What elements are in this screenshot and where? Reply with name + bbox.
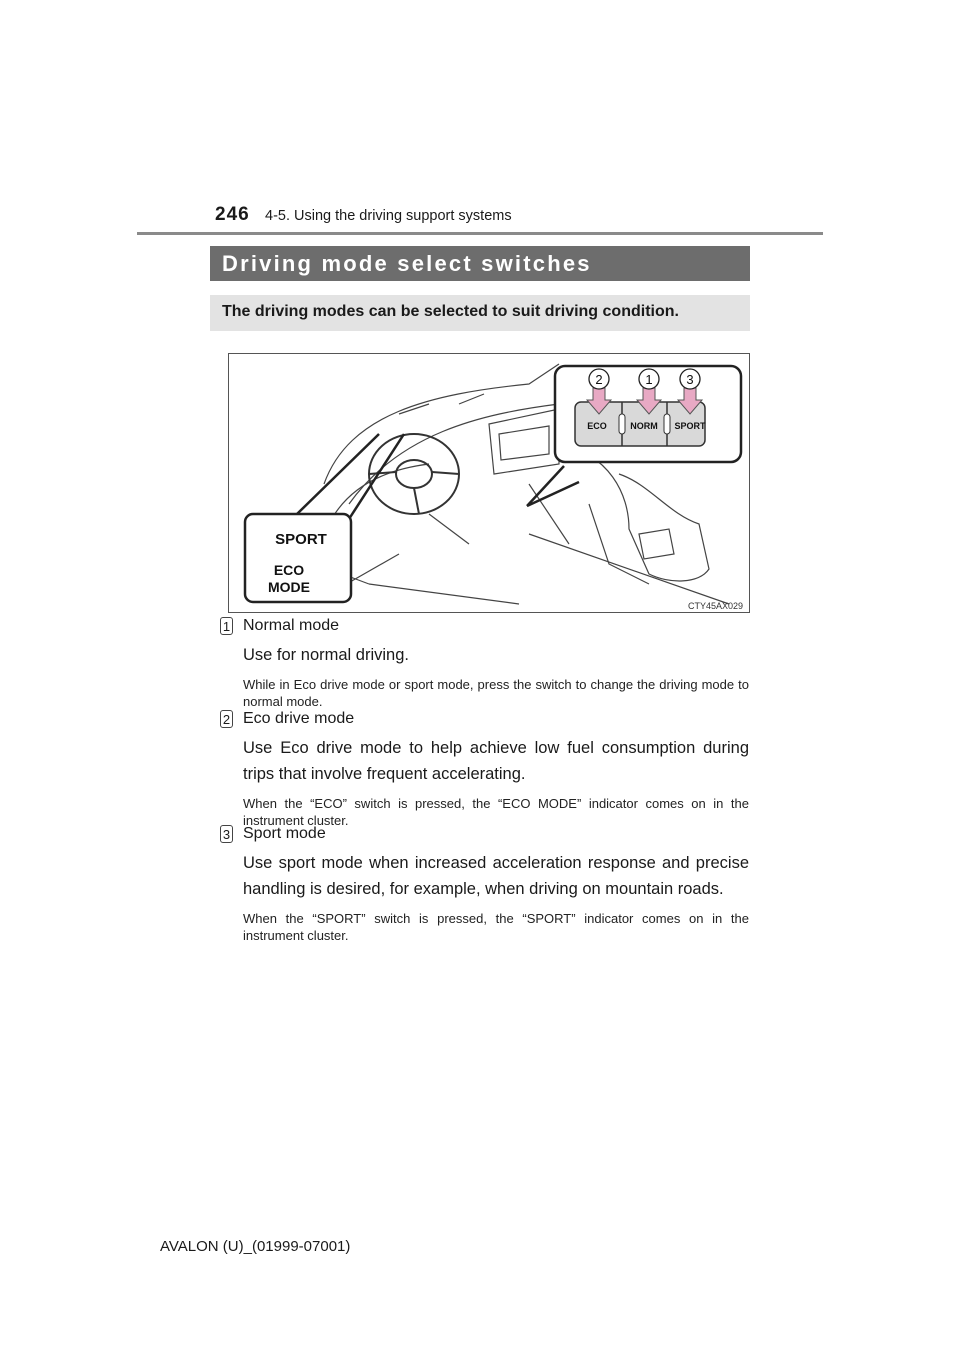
item-note: When the “SPORT” switch is pressed, the “SPORT” indicator comes on in the instrument cluster.: [243, 911, 749, 943]
switch-norm-label: NORM: [630, 421, 658, 431]
item-number-badge: 2: [220, 710, 233, 728]
lead-text: The driving modes can be selected to suit driving condition.: [222, 303, 679, 320]
item-body: Use sport mode when increased acceleration response and precise handling is desired, for example, when driving on mountain roads.: [243, 854, 749, 898]
dashboard-illustration: [228, 353, 750, 613]
item-number-badge: 3: [220, 825, 233, 843]
footer-model-code: AVALON (U)_(01999-07001): [160, 1238, 351, 1255]
section-title: 4-5. Using the driving support systems: [265, 208, 512, 224]
banner-title: Driving mode select switches: [222, 251, 592, 276]
callout-label-3: 3: [686, 372, 694, 387]
item-body: Use for normal driving.: [243, 646, 409, 664]
switch-eco-label: ECO: [587, 421, 607, 431]
callout-label-1: 1: [645, 372, 653, 387]
item-note: While in Eco drive mode or sport mode, press the switch to change the driving mode to normal mode.: [243, 677, 749, 709]
indicator-sport-label: SPORT: [275, 531, 327, 548]
header-rule: [137, 232, 823, 235]
figure-code: CTY45AX029: [687, 601, 743, 611]
item-title: Sport mode: [243, 825, 326, 842]
indicator-eco-label: ECO: [273, 562, 305, 578]
item-note: When the “ECO” switch is pressed, the “ECO MODE” indicator comes on in the instrument cluster.: [243, 796, 749, 828]
item-number-badge: 1: [220, 617, 233, 635]
item-title: Normal mode: [243, 617, 340, 634]
indicator-mode-label: MODE: [268, 579, 310, 595]
item-normal-mode: [222, 616, 749, 710]
lead-box: [210, 295, 750, 331]
item-eco-drive-mode: [222, 709, 749, 829]
item-sport-mode: [222, 824, 749, 944]
switch-sport-label: SPORT: [674, 421, 706, 431]
item-title: Eco drive mode: [243, 710, 355, 727]
page-number: 246: [215, 204, 250, 225]
callout-label-2: 2: [595, 372, 603, 387]
item-body: Use Eco drive mode to help achieve low fuel consumption during trips that involve frequent accelerating.: [243, 739, 749, 783]
section-banner: [210, 246, 750, 281]
